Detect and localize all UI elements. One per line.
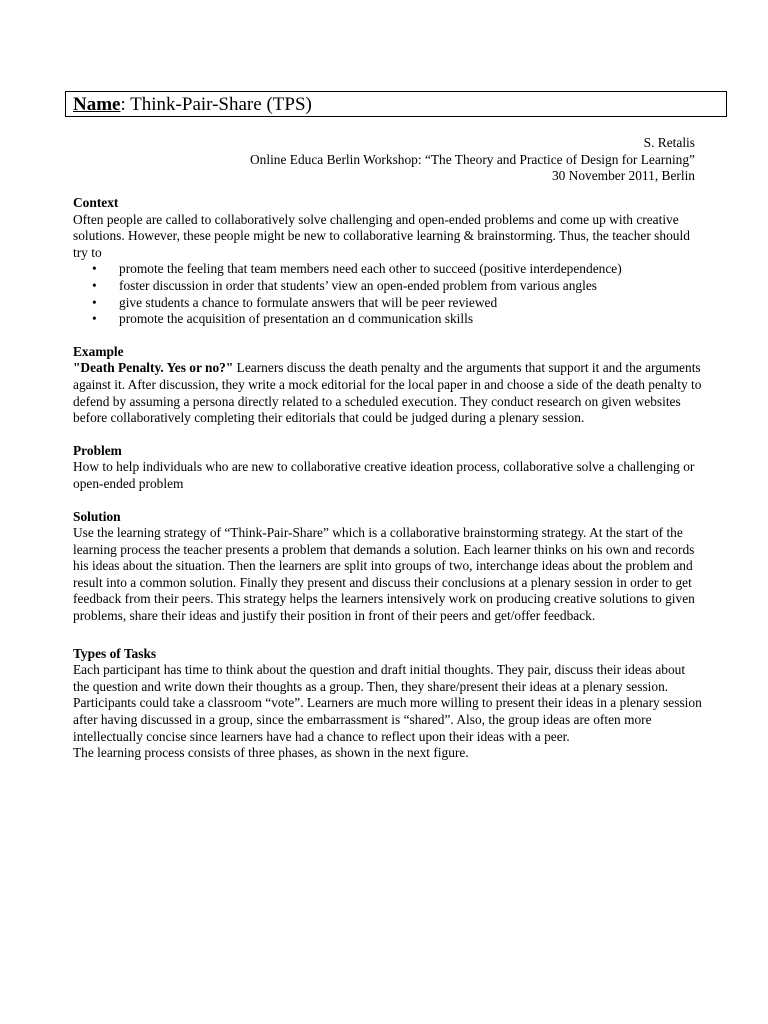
example-lead: "Death Penalty. Yes or no?" [73, 360, 234, 376]
document-title [65, 91, 727, 117]
list-item: • promote the feeling that team members need each other to succeed (positive interdependence) [92, 261, 622, 277]
title-text: : Think-Pair-Share (TPS) [120, 94, 312, 115]
document-header [95, 135, 695, 185]
context-intro: Often people are called to collaboratively solve challenging and open-ended problems and come up with creative solutions. However, these people might be new to collaborative learning & brainstorming. Thus, the teacher should try to [73, 211, 690, 260]
problem-heading: Problem [73, 442, 122, 458]
bullet-icon: • [92, 294, 97, 310]
list-item: • promote the acquisition of presentation an d communication skills [92, 311, 474, 327]
bullet-icon: • [92, 261, 97, 277]
context-bullet-list [73, 261, 703, 327]
bullet-icon: • [92, 311, 97, 327]
document-body [73, 195, 703, 762]
context-section [73, 195, 703, 328]
tasks-section [73, 646, 703, 762]
solution-heading: Solution [73, 508, 121, 524]
problem-section [73, 443, 703, 493]
solution-text: Use the learning strategy of “Think-Pair-Share” which is a collaborative brainstorming strategy. At the start of the learning process the teacher presents a problem that demands a solution. Each learner thinks on his own and records his ideas about the situation. Then the learners are split into groups of two, interchange ideas about the problem and result into a common solution. Finally they present and discuss their conclusions at a plenary session in order to get feedback from their peers. This strategy helps the learners intensively work on producing creative solutions to given problems, share their ideas and justify their position in front of their peers and get/offer feedback. [73, 525, 695, 624]
bullet-icon: • [92, 277, 97, 293]
date-place: 30 November 2011, Berlin [551, 168, 695, 184]
tasks-closing: The learning process consists of three phases, as shown in the next figure. [73, 745, 469, 761]
example-text: "Death Penalty. Yes or no?" Learners discuss the death penalty and the arguments that support it and the arguments against it. After discussion, they write a mock editorial for the local paper in and choose a side of the death penalty to defend by assuming a persona directly related to a scheduled execution. They conduct research on given websites before collaboratively completing their editorials that could be judged during a plenary session. [73, 360, 702, 426]
tasks-heading: Types of Tasks [73, 645, 157, 661]
author: S. Retalis [643, 135, 695, 150]
problem-text: How to help individuals who are new to collaborative creative ideation process, collaborative solve a challenging or open-ended problem [73, 459, 695, 491]
event-name: Online Educa Berlin Workshop: “The Theory and Practice of Design for Learning” [249, 151, 695, 167]
context-heading: Context [73, 195, 119, 210]
list-item: • give students a chance to formulate answers that will be peer reviewed [92, 294, 498, 310]
title-key: Name [73, 94, 121, 115]
example-section [73, 344, 703, 427]
list-item: • foster discussion in order that students’ view an open-ended problem from various angles [92, 277, 597, 293]
example-heading: Example [73, 343, 124, 359]
tasks-text: Each participant has time to think about the question and draft initial thoughts. They pair, discuss their ideas about the question and write down their thoughts as a group. Then, they share/present their ideas at a plenary session. Participants could take a classroom “vote”. Learners are much more willing to present their ideas in a plenary session after having discussed in a group, since the embarrassment is “shared”. Also, the group ideas are often more intellectually concise since learners have had a chance to reflect upon their ideas with a peer. [73, 662, 702, 744]
solution-section [73, 509, 703, 625]
